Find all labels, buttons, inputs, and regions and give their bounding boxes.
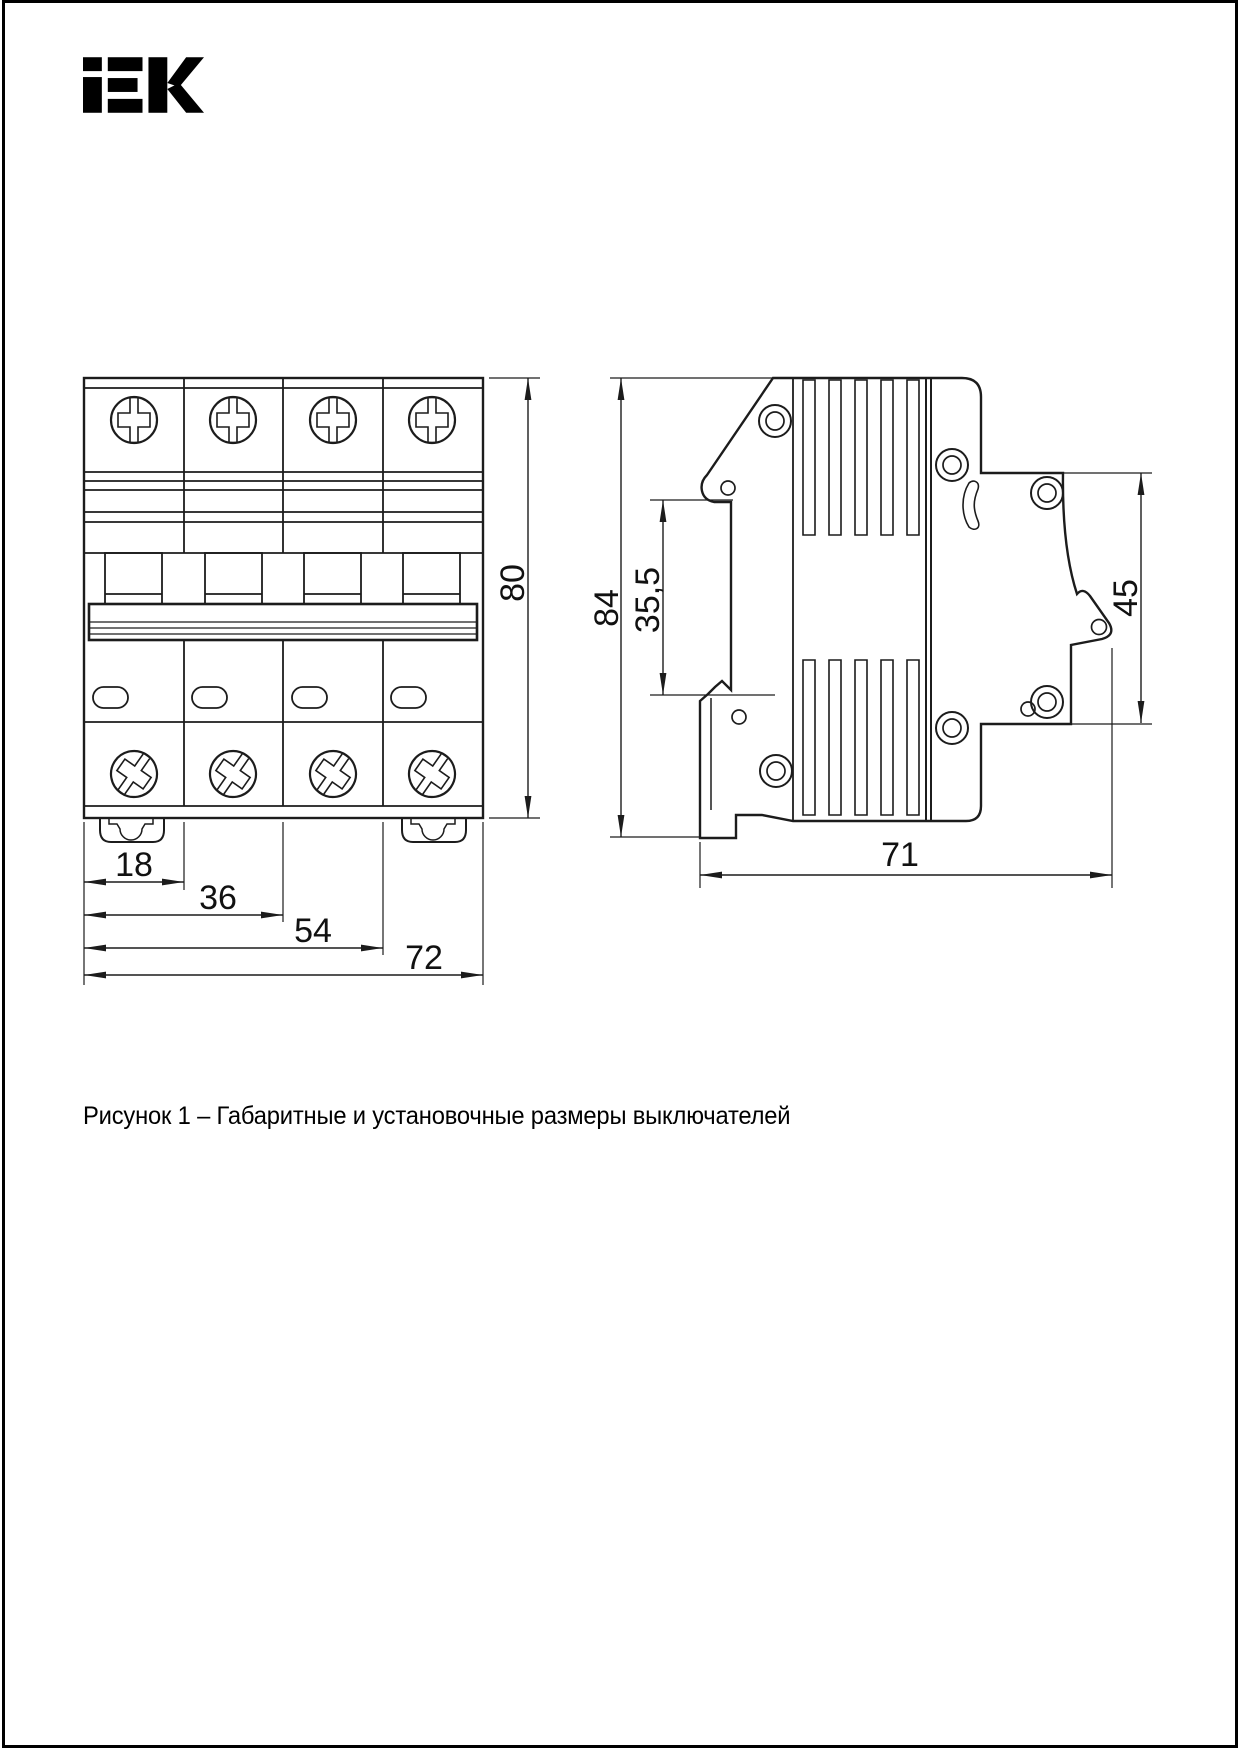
dim-label-71: 71 <box>881 836 919 874</box>
dim-label-72: 72 <box>405 939 443 977</box>
dim-label-36: 36 <box>199 879 237 917</box>
ventilation-slots-top <box>803 380 919 535</box>
dim-label-80: 80 <box>494 564 532 602</box>
side-view-dimensions <box>588 378 1152 888</box>
ventilation-slots-bottom <box>803 660 919 815</box>
dim-label-84: 84 <box>588 589 626 627</box>
front-view-dimensions <box>84 378 540 985</box>
dim-label-54: 54 <box>294 912 332 950</box>
side-view-drawing <box>700 378 1111 838</box>
breaker-body-side-outline <box>700 378 1111 838</box>
figure-caption: Рисунок 1 – Габаритные и установочные размеры выключателей <box>83 1102 791 1130</box>
pin-holes <box>721 481 1107 724</box>
handle-tie-bar <box>89 604 477 640</box>
toggle-handles <box>105 553 460 604</box>
body-seam-line <box>926 378 931 820</box>
marking-windows <box>93 687 426 708</box>
dim-label-18: 18 <box>115 846 153 884</box>
curved-slot <box>963 481 979 529</box>
dim-label-45: 45 <box>1107 579 1145 617</box>
rivets <box>759 405 1063 787</box>
dim-label-35-5: 35,5 <box>629 566 667 634</box>
front-view-drawing <box>84 378 483 842</box>
